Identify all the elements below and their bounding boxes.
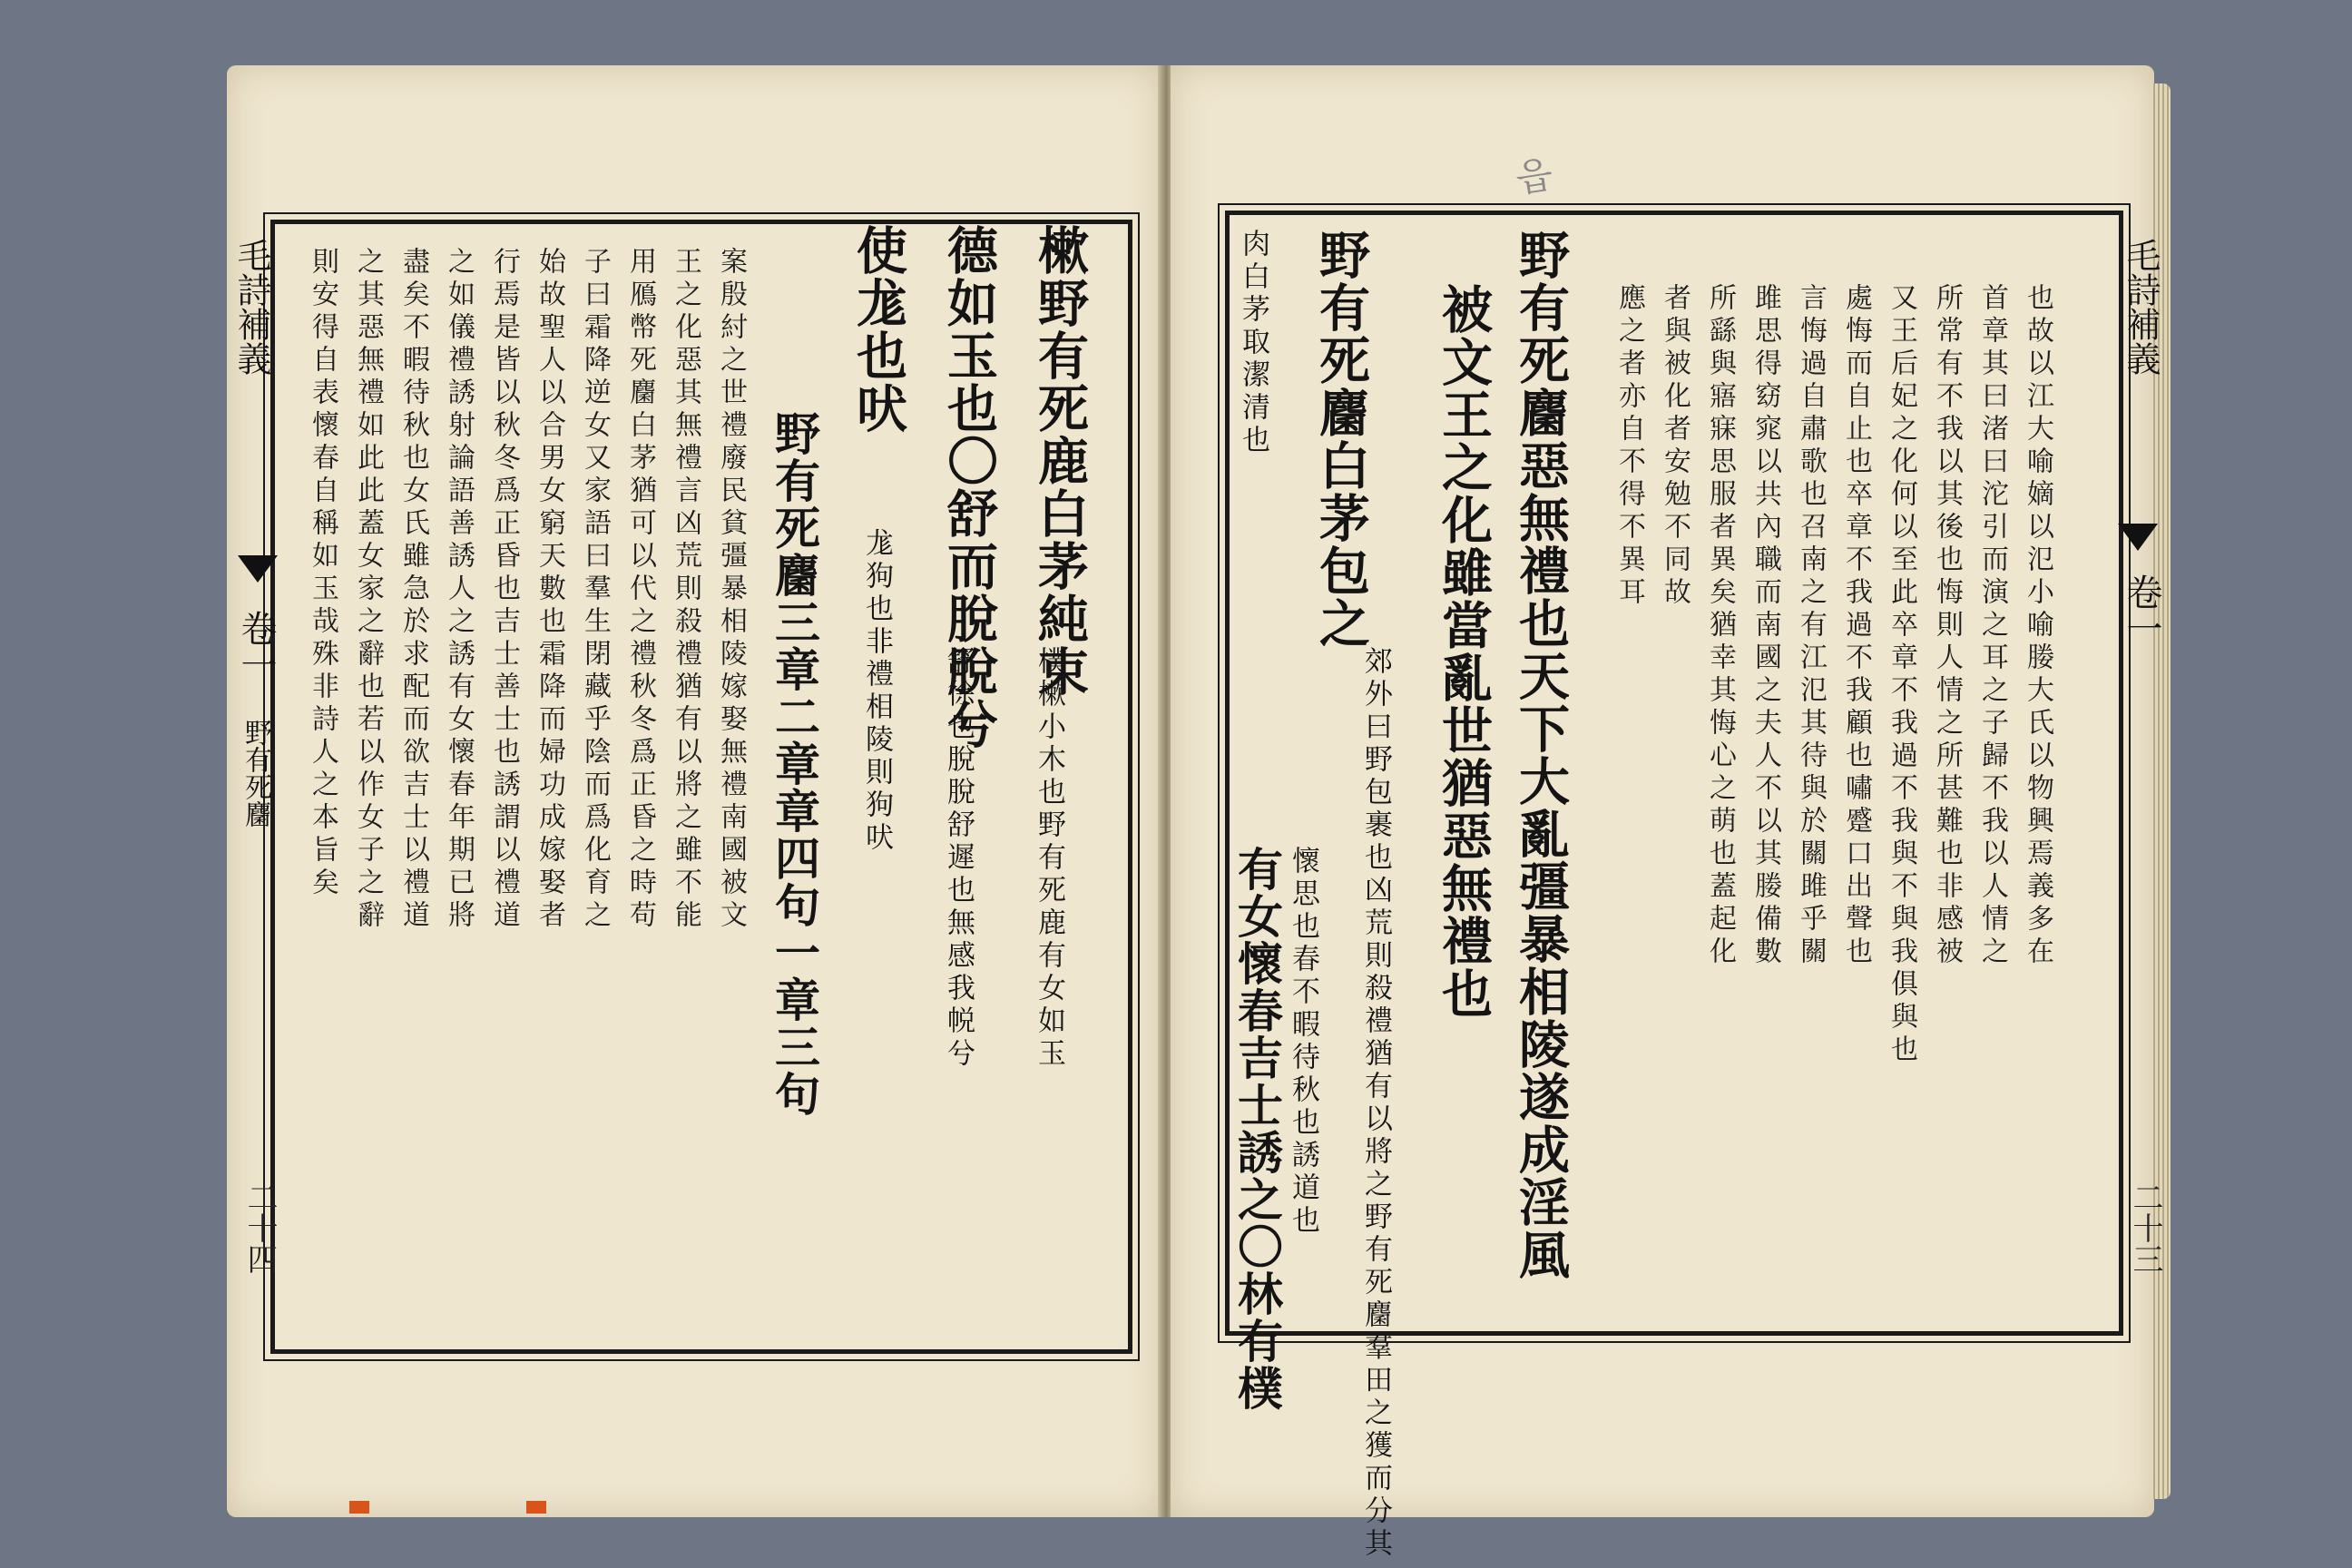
gloss-line: 舒徐也脫脫舒遲也無感我帨兮: [942, 646, 975, 1071]
right-folio: 二十三: [2127, 1181, 2163, 1274]
main-text-line: 使尨也吠: [848, 224, 908, 435]
left-commentary: [290, 247, 747, 933]
gloss-line: 肉白茅取潔清也: [1237, 229, 1269, 457]
commentary-line: 盡矣不暇待秋也女氏雖急於求配而欲吉士以禮道: [397, 247, 429, 933]
left-folio: 二十四: [241, 1181, 278, 1274]
main-text-line: 樕野有死鹿白茅純束: [1030, 224, 1090, 698]
commentary-line: 之其惡無禮如此此蓋女家之辭也若以作女子之辭: [352, 247, 384, 933]
left-page: [227, 65, 1161, 1517]
commentary-line: 雎思得窈窕以共內職而南國之夫人不以其媵備數: [1749, 283, 1781, 969]
commentary-line: 所常有不我以其後也悔則人情之所甚難也非感被: [1931, 283, 1963, 969]
commentary-line: 處悔而自止也卒章不我過不我顧也嘯蹙口出聲也: [1840, 283, 1872, 969]
chapter-count-line: 野有死麕三章二章章四句一章三句: [768, 410, 821, 1118]
open-book: [227, 65, 2163, 1561]
commentary-line: 之如儀禮誘射論語善誘人之誘有女懷春年期已將: [443, 247, 475, 933]
main-text-line: 野有死麕白茅包之: [1311, 229, 1371, 650]
commentary-line: 用鴈幣死麕白茅猶可以代之禮秋冬爲正昏之時苟: [624, 247, 656, 933]
gloss-line: 樸樕小木也野有死鹿有女如玉: [1033, 646, 1065, 1071]
commentary-line: 也故以江大喻嫡以氾小喻媵大氏以物興焉義多在: [2022, 283, 2053, 969]
main-text-line: 德如玉也〇舒而脫脫兮: [939, 224, 999, 750]
commentary-line: 王之化惡其無禮言凶荒則殺禮猶有以將之雖不能: [670, 247, 701, 933]
gloss-line: 懷思也春不暇待秋也誘道也: [1287, 846, 1319, 1238]
right-commentary: [1597, 283, 2051, 1067]
left-title-center: 毛詩補義: [231, 238, 271, 376]
commentary-line: 首章其曰渚曰沱引而演之耳之子歸不我以人情之: [1976, 283, 2008, 969]
fishtail-mark-icon: [2118, 524, 2158, 551]
commentary-line: 則安得自表懷春自稱如玉哉殊非詩人之本旨矣: [307, 247, 338, 900]
left-volume: 卷一: [235, 610, 277, 682]
commentary-line: 者與被化者安勉不同故: [1659, 283, 1690, 610]
right-page: [1171, 65, 2163, 1561]
gloss-line: 郊外曰野包裹也凶荒則殺禮猶有以將之野有死麕羣田之獲而分其: [1359, 646, 1392, 1561]
bookmark-tab: [349, 1501, 369, 1514]
right-volume: 卷一: [2121, 573, 2162, 646]
commentary-line: 始故聖人以合男女窮天數也霜降而婦功成嫁娶者: [534, 247, 565, 933]
ownership-seal: 읍: [1513, 152, 1556, 201]
commentary-line: 子曰霜降逆女又家語曰羣生閉藏乎陰而爲化育之: [579, 247, 611, 933]
main-text-line: 被文王之化雖當亂世猶惡無禮也: [1434, 283, 1494, 1020]
commentary-line: 案殷紂之世禮廢民貧彊暴相陵嫁娶無禮南國被文: [715, 247, 747, 933]
gloss-line: 尨狗也非禮相陵則狗吠: [860, 528, 893, 855]
commentary-line: 應之者亦自不得不異耳: [1613, 283, 1645, 610]
bookmark-tab: [526, 1501, 546, 1514]
commentary-line: 言悔過自肅歌也召南之有江氾其待與於關雎乎關: [1795, 283, 1827, 969]
main-text-line: 野有死麕惡無禮也天下大亂彊暴相陵遂成淫風: [1511, 229, 1571, 1281]
commentary-line: 所繇與寤寐思服者異矣猶幸其悔心之萌也蓋起化: [1704, 283, 1736, 969]
left-section: 野有死麕: [240, 719, 271, 828]
commentary-line: 行焉是皆以秋冬爲正昏也吉士善士也誘謂以禮道: [488, 247, 520, 933]
main-text-line: 有女懷春吉士誘之〇林有樸: [1230, 846, 1284, 1412]
commentary-line: 又王后妃之化何以至此卒章不我過不我與不與我俱與也: [1886, 283, 1917, 1067]
right-title-center: 毛詩補義: [2121, 238, 2161, 376]
fishtail-mark-icon: [238, 555, 278, 583]
